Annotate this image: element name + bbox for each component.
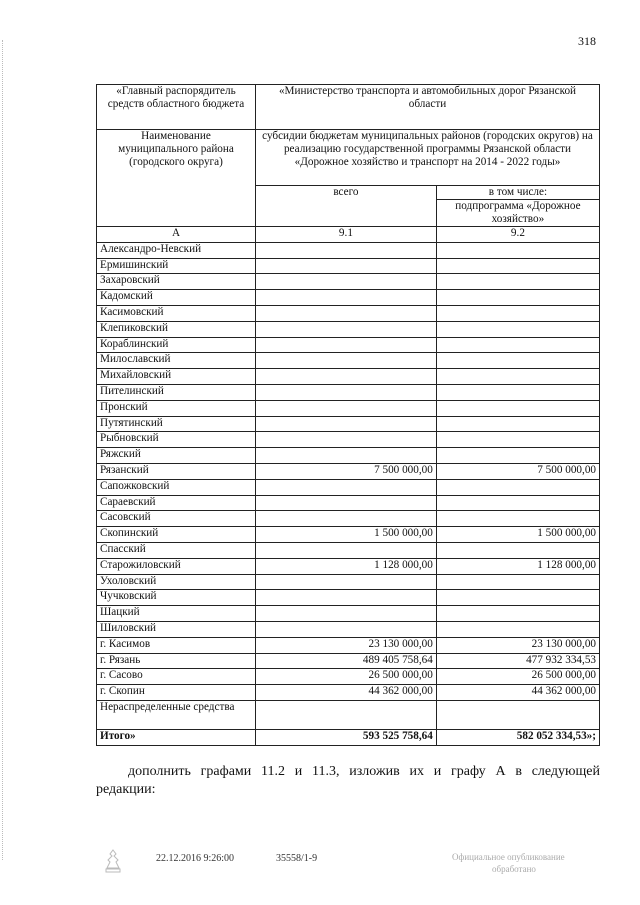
table-row: [97, 574, 600, 590]
district-total: [256, 305, 437, 321]
footer-timestamp: 22.12.2016 9:26:00: [156, 853, 235, 864]
district-total: 1 500 000,00: [256, 527, 437, 543]
distributor-name: «Министерство транспорта и автомобильных дорог Рязанской области: [256, 85, 600, 130]
district-total: [256, 495, 437, 511]
district-total: [256, 369, 437, 385]
total-amount: 593 525 758,64: [256, 729, 437, 745]
district-subprogram: [436, 400, 599, 416]
total-label: Итого»: [97, 729, 256, 745]
district-subprogram: [436, 511, 599, 527]
district-total: 26 500 000,00: [256, 669, 437, 685]
district-name: Рыбновский: [97, 432, 256, 448]
table-row: [97, 290, 600, 306]
district-subprogram: [436, 242, 599, 258]
district-subprogram: 477 932 334,53: [436, 653, 599, 669]
district-name: г. Касимов: [97, 637, 256, 653]
district-name: Рязанский: [97, 463, 256, 479]
district-total: [256, 416, 437, 432]
header-row-subsidy: [97, 130, 600, 186]
district-subprogram: [436, 479, 599, 495]
district-total: [256, 511, 437, 527]
unallocated-total: [256, 700, 437, 729]
municipality-label: Наименование муниципального района (городского округа): [97, 130, 256, 227]
district-subprogram: 44 362 000,00: [436, 685, 599, 701]
table-row: [97, 337, 600, 353]
total-subprogram-amount: 582 052 334,53»;: [436, 729, 599, 745]
district-subprogram: 7 500 000,00: [436, 463, 599, 479]
table-row: [97, 321, 600, 337]
district-name: Милославский: [97, 353, 256, 369]
district-name: Ухоловский: [97, 574, 256, 590]
district-subprogram: [436, 290, 599, 306]
district-rows: [97, 242, 600, 700]
table-row: [97, 369, 600, 385]
district-total: [256, 432, 437, 448]
table-row: [97, 685, 600, 701]
district-subprogram: 1 500 000,00: [436, 527, 599, 543]
budget-table: [96, 84, 600, 746]
district-name: Захаровский: [97, 274, 256, 290]
district-name: Шацкий: [97, 606, 256, 622]
district-name: Чучковский: [97, 590, 256, 606]
district-name: Ермишинский: [97, 258, 256, 274]
district-name: Шиловский: [97, 621, 256, 637]
table-row: [97, 274, 600, 290]
district-total: 489 405 758,64: [256, 653, 437, 669]
district-name: г. Скопин: [97, 685, 256, 701]
district-subprogram: 23 130 000,00: [436, 637, 599, 653]
district-name: Ряжский: [97, 448, 256, 464]
table-row: [97, 495, 600, 511]
district-total: [256, 353, 437, 369]
table-row: [97, 432, 600, 448]
table-row: [97, 621, 600, 637]
district-name: Сасовский: [97, 511, 256, 527]
total-row: [97, 729, 600, 745]
paragraph-line-1: дополнить графами 11.2 и 11.3, изложив их и графу А в следующей: [128, 764, 600, 779]
district-total: [256, 606, 437, 622]
col-subprogram-header: подпрограмма «Дорожное хозяйство»: [436, 200, 599, 227]
district-name: Кораблинский: [97, 337, 256, 353]
publication-stamp: [452, 851, 602, 875]
district-total: [256, 542, 437, 558]
district-total: [256, 574, 437, 590]
district-name: Сапожковский: [97, 479, 256, 495]
district-name: Старожиловский: [97, 558, 256, 574]
unallocated-sub: [436, 700, 599, 729]
table-row: [97, 353, 600, 369]
district-subprogram: [436, 353, 599, 369]
district-name: Александро-Невский: [97, 242, 256, 258]
district-subprogram: [436, 321, 599, 337]
district-total: [256, 590, 437, 606]
district-subprogram: [436, 416, 599, 432]
district-subprogram: [436, 606, 599, 622]
table-row: [97, 305, 600, 321]
district-total: [256, 321, 437, 337]
district-total: [256, 290, 437, 306]
district-total: [256, 479, 437, 495]
table-row: [97, 669, 600, 685]
district-name: Кадомский: [97, 290, 256, 306]
district-subprogram: 26 500 000,00: [436, 669, 599, 685]
district-subprogram: [436, 621, 599, 637]
table-row: [97, 463, 600, 479]
district-subprogram: [436, 495, 599, 511]
district-name: г. Сасово: [97, 669, 256, 685]
district-name: Путятинский: [97, 416, 256, 432]
district-total: 44 362 000,00: [256, 685, 437, 701]
table-row: [97, 511, 600, 527]
district-total: [256, 258, 437, 274]
district-total: 23 130 000,00: [256, 637, 437, 653]
table-row: [97, 653, 600, 669]
table-row: [97, 242, 600, 258]
district-subprogram: [436, 337, 599, 353]
index-9-2: 9.2: [436, 227, 599, 243]
district-name: Касимовский: [97, 305, 256, 321]
district-name: Сараевский: [97, 495, 256, 511]
district-name: Пителинский: [97, 384, 256, 400]
district-subprogram: [436, 542, 599, 558]
subsidy-title: субсидии бюджетам муниципальных районов (городских округов) на реализацию государственной программы Рязанской области «Дорожное хозяйство и транспорт на 2014 - 2022 годы»: [256, 130, 600, 186]
header-row-distributor: [97, 85, 600, 130]
table-row: [97, 258, 600, 274]
district-total: [256, 621, 437, 637]
unallocated-row: [97, 700, 600, 729]
district-name: г. Рязань: [97, 653, 256, 669]
district-subprogram: [436, 448, 599, 464]
district-subprogram: [436, 574, 599, 590]
table-row: [97, 479, 600, 495]
table-row: [97, 384, 600, 400]
table-row: [97, 590, 600, 606]
table-row: [97, 416, 600, 432]
index-9-1: 9.1: [256, 227, 437, 243]
district-name: Пронский: [97, 400, 256, 416]
col-total-header: всего: [256, 186, 437, 227]
table-row: [97, 542, 600, 558]
district-total: [256, 400, 437, 416]
distributor-label: «Главный распорядитель средств областного бюджета: [97, 85, 256, 130]
district-name: Скопинский: [97, 527, 256, 543]
district-total: [256, 242, 437, 258]
district-subprogram: 1 128 000,00: [436, 558, 599, 574]
district-subprogram: [436, 432, 599, 448]
district-name: Михайловский: [97, 369, 256, 385]
index-row: [97, 227, 600, 243]
unallocated-label: Нераспределенные средства: [97, 700, 256, 729]
district-total: [256, 337, 437, 353]
district-subprogram: [436, 369, 599, 385]
district-total: [256, 448, 437, 464]
amendment-paragraph: [96, 763, 600, 799]
district-subprogram: [436, 258, 599, 274]
index-a: А: [97, 227, 256, 243]
stamp-line-1: Официальное опубликование: [452, 852, 565, 862]
table-row: [97, 400, 600, 416]
emblem-icon: [104, 848, 122, 874]
district-total: [256, 384, 437, 400]
district-total: [256, 274, 437, 290]
district-subprogram: [436, 274, 599, 290]
table-row: [97, 448, 600, 464]
page-number: 318: [578, 34, 596, 48]
district-name: Спасский: [97, 542, 256, 558]
district-name: Клепиковский: [97, 321, 256, 337]
district-total: 1 128 000,00: [256, 558, 437, 574]
paragraph-line-2: редакции:: [96, 782, 156, 797]
col-including-header: в том числе:: [436, 186, 599, 200]
district-subprogram: [436, 384, 599, 400]
footer-doc-id: 35558/1-9: [276, 853, 318, 864]
table-row: [97, 527, 600, 543]
scan-margin-mark: [2, 40, 11, 860]
district-subprogram: [436, 590, 599, 606]
district-subprogram: [436, 305, 599, 321]
stamp-line-2: обработано: [492, 864, 536, 874]
table-row: [97, 606, 600, 622]
table-row: [97, 558, 600, 574]
district-total: 7 500 000,00: [256, 463, 437, 479]
table-row: [97, 637, 600, 653]
